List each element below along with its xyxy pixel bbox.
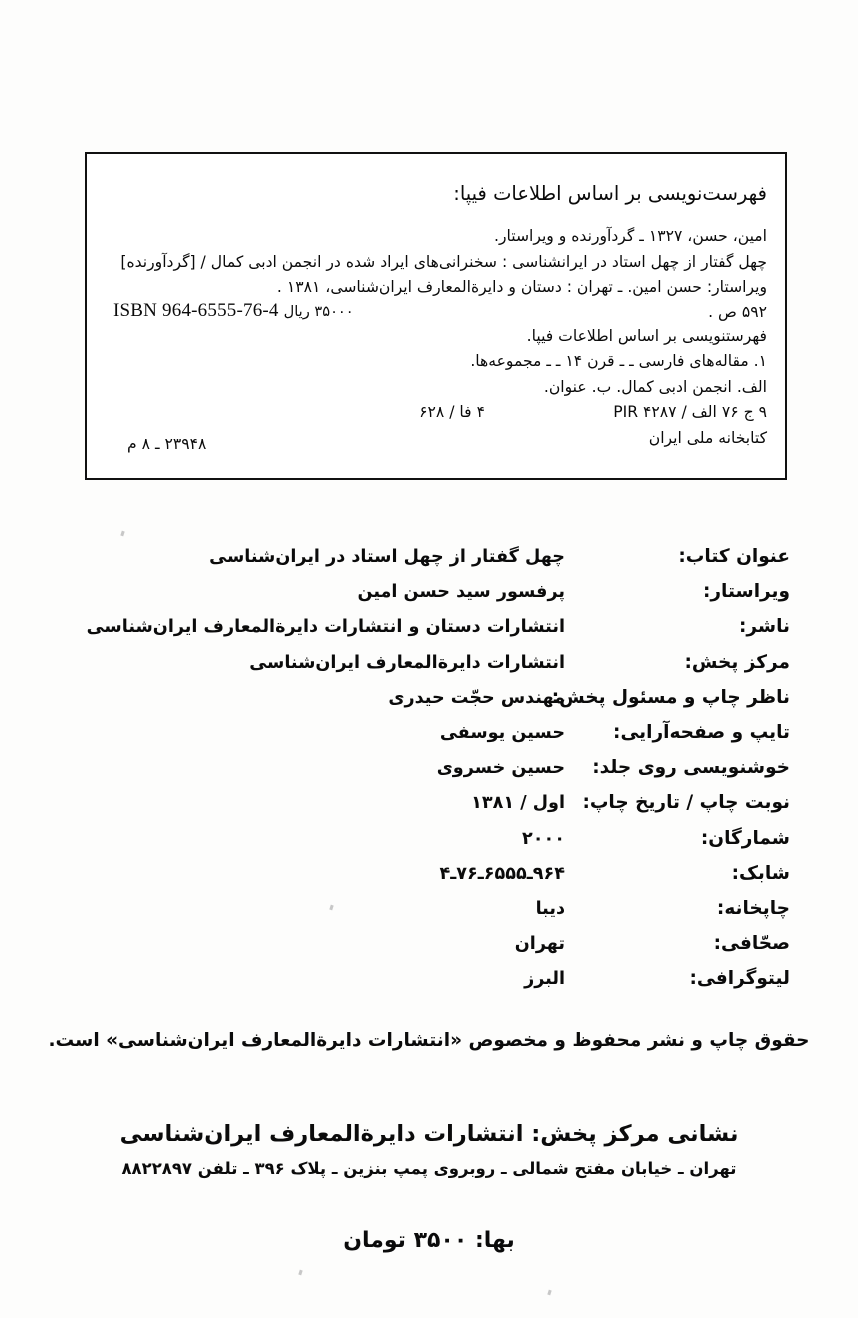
table-row xyxy=(0,828,858,863)
detail-value-title: چهل گفتار از چهل استاد در ایران‌شناسی xyxy=(209,547,565,567)
cip-price-rial: ۳۵۰۰۰ ریال xyxy=(283,303,354,321)
address-title: نشانی مرکز پخش: انتشارات دایرةالمعارف ایران‌شناسی xyxy=(119,1121,739,1147)
detail-label-distribution-center: مرکز پخش: xyxy=(684,651,790,673)
detail-value-distribution-center: انتشارات دایرةالمعارف ایران‌شناسی xyxy=(249,652,565,673)
cip-isbn-latin: ISBN 964-6555-76-4 xyxy=(113,300,279,322)
detail-value-edition-date: اول / ۱۳۸۱ xyxy=(471,793,565,814)
cip-added-entries: الف. انجمن ادبی کمال. ب. عنوان. xyxy=(543,377,767,396)
cip-national-library-label: کتابخانه ملی ایران xyxy=(648,428,767,447)
detail-label-isbn: شابک: xyxy=(731,862,790,884)
cip-pages: ۵۹۲ ص . xyxy=(708,303,767,322)
detail-value-print-run: ۲۰۰۰ xyxy=(522,828,565,849)
detail-label-edition-date: نوبت چاپ / تاریخ چاپ: xyxy=(582,792,790,814)
detail-value-lithography: البرز xyxy=(524,969,565,990)
cip-call-number-row xyxy=(105,400,767,426)
detail-label-editor: ویراستار: xyxy=(702,581,790,603)
table-row xyxy=(0,933,858,968)
cip-call-number-main xyxy=(613,400,767,425)
detail-value-cover-calligraphy: حسین خسروی xyxy=(436,758,565,779)
table-row xyxy=(0,652,858,687)
cip-fipa-note: فهرستنویسی بر اساس اطلاعات فیپا. xyxy=(526,327,767,346)
detail-label-typesetting: تایپ و صفحه‌آرایی: xyxy=(613,721,790,743)
detail-label-title: عنوان کتاب: xyxy=(678,546,790,567)
cip-author-line: امین، حسن، ۱۳۲۷ ـ گردآورنده و ویراستار. xyxy=(494,227,767,246)
table-row xyxy=(0,792,858,827)
scan-speck xyxy=(298,1270,302,1276)
cip-subject-heading-1: ۱. مقاله‌های فارسی ـ ـ قرن ۱۴ ـ ـ مجموعه‌ها. xyxy=(470,352,767,371)
cip-information-box xyxy=(85,152,787,480)
detail-label-publisher: ناشر: xyxy=(739,616,790,638)
table-row xyxy=(0,968,858,1003)
address-line: تهران ـ خیابان مفتح شمالی ـ روبروی پمپ بنزین ـ پلاک ۳۹۶ ـ تلفن ۸۸۲۲۸۹۷ xyxy=(121,1158,737,1178)
cip-national-library-number: ۲۳۹۴۸ ـ ۸ م xyxy=(127,434,207,453)
detail-value-publisher: انتشارات دستان و انتشارات دایرةالمعارف ایران‌شناسی xyxy=(86,617,565,638)
table-row xyxy=(0,898,858,933)
detail-label-printing-house: چاپخانه: xyxy=(716,897,790,919)
detail-value-print-supervisor: مهندس حجّت حیدری xyxy=(388,687,565,708)
cip-isbn-group xyxy=(113,296,354,327)
cip-call-number-secondary: ۴ فا / ۶۲۸ xyxy=(419,402,485,421)
detail-value-isbn: ۹۶۴ـ۶۵۵۵ـ۷۶ـ۴ xyxy=(439,863,565,884)
detail-value-printing-house: دیبا xyxy=(535,898,565,919)
table-row xyxy=(0,546,858,581)
table-row xyxy=(0,581,858,616)
table-row xyxy=(0,722,858,757)
cip-imprint-line: ویراستار: حسن امین. ـ تهران : دستان و دایرةالمعارف ایران‌شناسی، ۱۳۸۱ . xyxy=(276,277,767,296)
distribution-address-block xyxy=(0,1118,858,1183)
table-row xyxy=(0,863,858,898)
scan-speck xyxy=(120,531,124,537)
copyright-notice: حقوق چاپ و نشر محفوظ و مخصوص «انتشارات دایرةالمعارف ایران‌شناسی» است. xyxy=(48,1030,810,1051)
book-details-table xyxy=(0,546,858,1003)
cip-title-statement: چهل گفتار از چهل استاد در ایرانشناسی : سخنرانی‌های ایراد شده در انجمن ادبی کمال / [گردآورنده] xyxy=(120,252,767,271)
table-row xyxy=(0,757,858,792)
detail-label-lithography: لیتوگرافی: xyxy=(689,968,790,990)
scan-speck xyxy=(547,1290,551,1296)
detail-label-print-run: شمارگان: xyxy=(700,827,790,849)
detail-label-print-supervisor: ناظر چاپ و مسئول پخش: xyxy=(551,686,790,708)
cip-call-number-right-text: ۹ ج ۷۶ الف / PIR ۴۲۸۷ xyxy=(613,402,767,421)
detail-value-typesetting: حسین یوسفی xyxy=(439,722,565,743)
cip-heading: فهرست‌نویسی بر اساس اطلاعات فیپا: xyxy=(453,182,767,205)
cip-national-library-row xyxy=(105,426,767,454)
cip-pages-isbn-row xyxy=(105,300,767,324)
detail-label-binding: صحّافی: xyxy=(713,933,790,955)
table-row xyxy=(0,687,858,722)
detail-label-cover-calligraphy: خوشنویسی روی جلد: xyxy=(592,757,790,779)
cip-box-content xyxy=(87,154,785,478)
detail-value-editor: پرفسور سید حسن امین xyxy=(357,582,565,603)
price-line: بها: ۳۵۰۰ تومان xyxy=(343,1228,515,1253)
table-row xyxy=(0,616,858,651)
detail-value-binding: تهران xyxy=(514,934,565,955)
